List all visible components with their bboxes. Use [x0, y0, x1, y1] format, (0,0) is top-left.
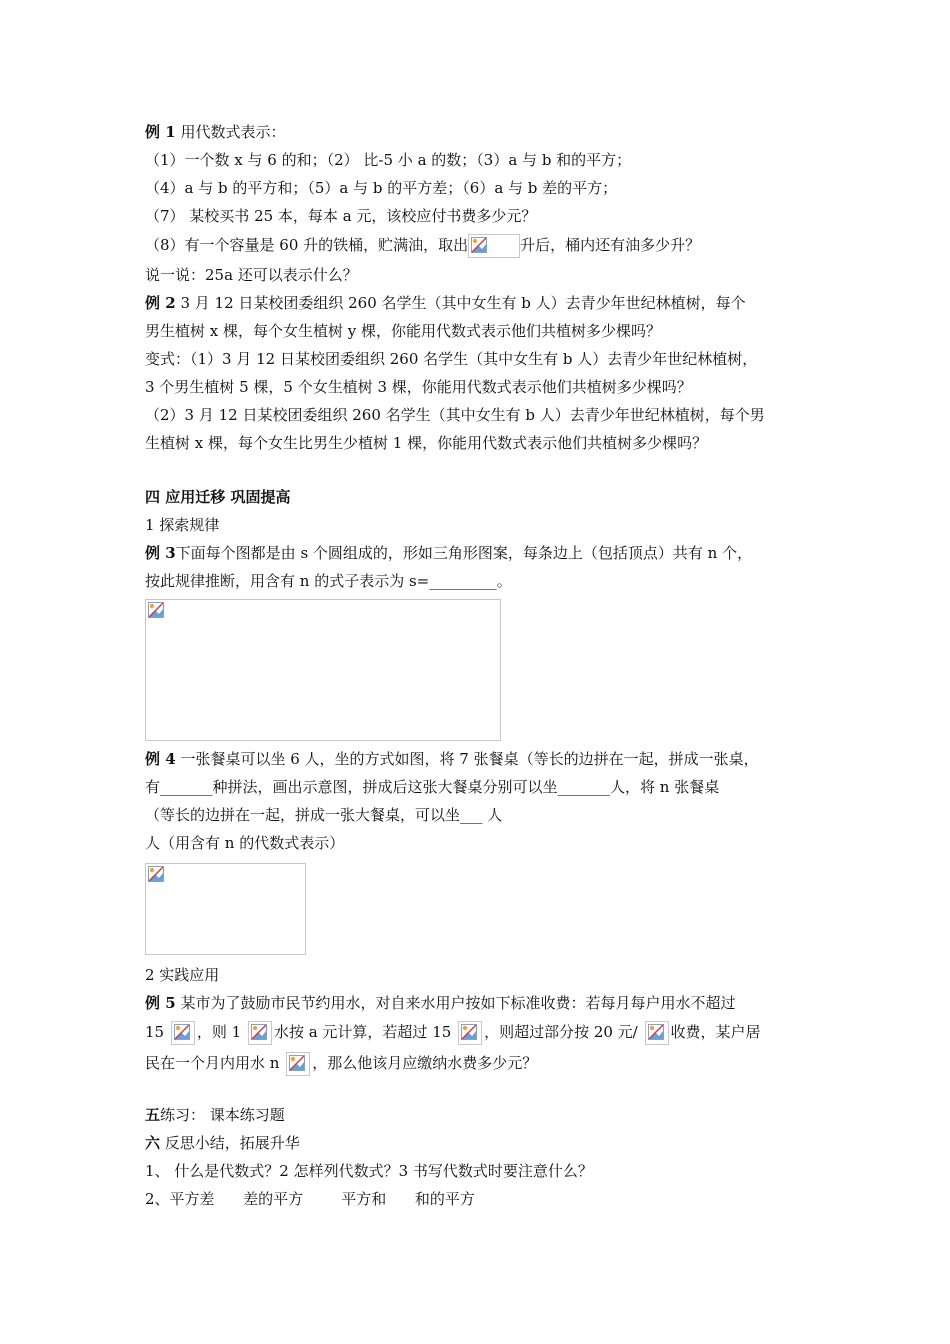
- example-text: 某市为了鼓励市民节约用水，对自来水用户按如下标准收费：若每月每户用水不超过: [175, 994, 736, 1012]
- broken-image-icon: [148, 602, 164, 618]
- text-segment: 15: [145, 1023, 169, 1041]
- section-4-heading: [145, 483, 825, 511]
- broken-image-icon: [148, 866, 164, 882]
- example-label: 例 3: [145, 544, 176, 562]
- example-label: 例 1: [145, 123, 176, 141]
- example-5-line-1: [145, 989, 825, 1017]
- variant-1-line-1: 变式：（1）3 月 12 日某校团委组织 260 名学生（其中女生有 b 人）去青少年世纪林植树，: [145, 350, 758, 368]
- section-5-heading: [145, 1101, 825, 1129]
- summary-line-2: 2、平方差 差的平方 平方和 和的平方: [145, 1190, 475, 1208]
- example-1-line-1: （1）一个数 x 与 6 的和；（2） 比-5 小 a 的数；（3）a 与 b 和的平方；: [145, 151, 632, 169]
- section-text: 反思小结，拓展升华: [160, 1134, 300, 1152]
- example-1-line-2: （4）a 与 b 的平方和；（5）a 与 b 的平方差；（6）a 与 b 差的平方；: [145, 179, 618, 197]
- example-1-line-4: [145, 230, 825, 261]
- broken-image-icon: [248, 1021, 272, 1045]
- dining-table-image: [145, 863, 306, 955]
- example-label: 例 4: [145, 750, 176, 768]
- text-segment: 收费，某户居: [670, 1023, 761, 1041]
- example-label: 例 2: [145, 294, 176, 312]
- broken-image-icon: [468, 234, 520, 258]
- example-4-line-2: 有_______种拼法，画出示意图，拼成后这张大餐桌分别可以坐_______人，将 n 张餐桌: [145, 778, 720, 796]
- example-text: 一张餐桌可以坐 6 人，坐的方式如图，将 7 张餐桌（等长的边拼在一起，拼成一张桌，: [175, 750, 759, 768]
- triangle-pattern-image: [145, 599, 501, 741]
- text-segment: 水按 a 元计算，若超过 15: [273, 1023, 457, 1041]
- example-text: 3 月 12 日某校团委组织 260 名学生（其中女生有 b 人）去青少年世纪林植树，每个: [175, 294, 746, 312]
- example-5-line-2: [145, 1017, 825, 1048]
- summary-line-1: 1、 什么是代数式？2 怎样列代数式？3 书写代数式时要注意什么？: [145, 1162, 593, 1180]
- broken-image-icon: [286, 1052, 310, 1076]
- heading-text: 四 应用迁移 巩固提高: [145, 488, 291, 506]
- example-1-title: [145, 118, 825, 146]
- variant-1-line-2: 3 个男生植树 5 棵，5 个女生植树 3 棵，你能用代数式表示他们共植树多少棵吗？: [145, 378, 692, 396]
- example-1-line-3: （7） 某校买书 25 本，每本 a 元，该校应付书费多少元？: [145, 207, 537, 225]
- example-label: 例 5: [145, 994, 176, 1012]
- example-4-line-4: 人（用含有 n 的代数式表示）: [145, 834, 345, 852]
- broken-image-icon: [171, 1021, 195, 1045]
- text-segment: ，则超过部分按 20 元/: [484, 1023, 643, 1041]
- section-number: 五: [145, 1106, 161, 1124]
- subsection-2: 2 实践应用: [145, 966, 220, 984]
- section-6-heading: [145, 1129, 825, 1157]
- example-text: 用代数式表示：: [175, 123, 286, 141]
- section-number: 六: [145, 1134, 161, 1152]
- document-body: [145, 118, 825, 1213]
- text-segment: 升后，桶内还有油多少升？: [520, 236, 701, 254]
- section-text: 练习： 课本练习题: [160, 1106, 285, 1124]
- variant-2-line-1: （2）3 月 12 日某校团委组织 260 名学生（其中女生有 b 人）去青少年世纪林植树，每个男: [145, 406, 765, 424]
- say-line: 说一说：25a 还可以表示什么？: [145, 266, 358, 284]
- variant-2-line-2: 生植树 x 棵，每个女生比男生少植树 1 棵，你能用代数式表示他们共植树多少棵吗？: [145, 434, 708, 452]
- example-3-line-1: [145, 539, 825, 567]
- example-2-line-2: 男生植树 x 棵，每个女生植树 y 棵，你能用代数式表示他们共植树多少棵吗？: [145, 322, 662, 340]
- text-segment: （8）有一个容量是 60 升的铁桶，贮满油，取出: [145, 236, 469, 254]
- broken-image-icon: [645, 1021, 669, 1045]
- text-segment: ，则 1: [196, 1023, 246, 1041]
- example-4-line-3: （等长的边拼在一起，拼成一张大餐桌，可以坐___ 人: [145, 806, 503, 824]
- example-5-line-3: [145, 1048, 825, 1079]
- example-2-title: [145, 289, 825, 317]
- example-4-line-1: [145, 745, 825, 773]
- example-3-line-2: 按此规律推断，用含有 n 的式子表示为 s=_________。: [145, 572, 512, 590]
- broken-image-icon: [458, 1021, 482, 1045]
- text-segment: ，那么他该月应缴纳水费多少元？: [312, 1054, 538, 1072]
- subsection-1: 1 探索规律: [145, 516, 220, 534]
- text-segment: 民在一个月内用水 n: [145, 1054, 285, 1072]
- example-text: 下面每个图都是由 s 个圆组成的，形如三角形图案，每条边上（包括顶点）共有 n 个，: [175, 544, 753, 562]
